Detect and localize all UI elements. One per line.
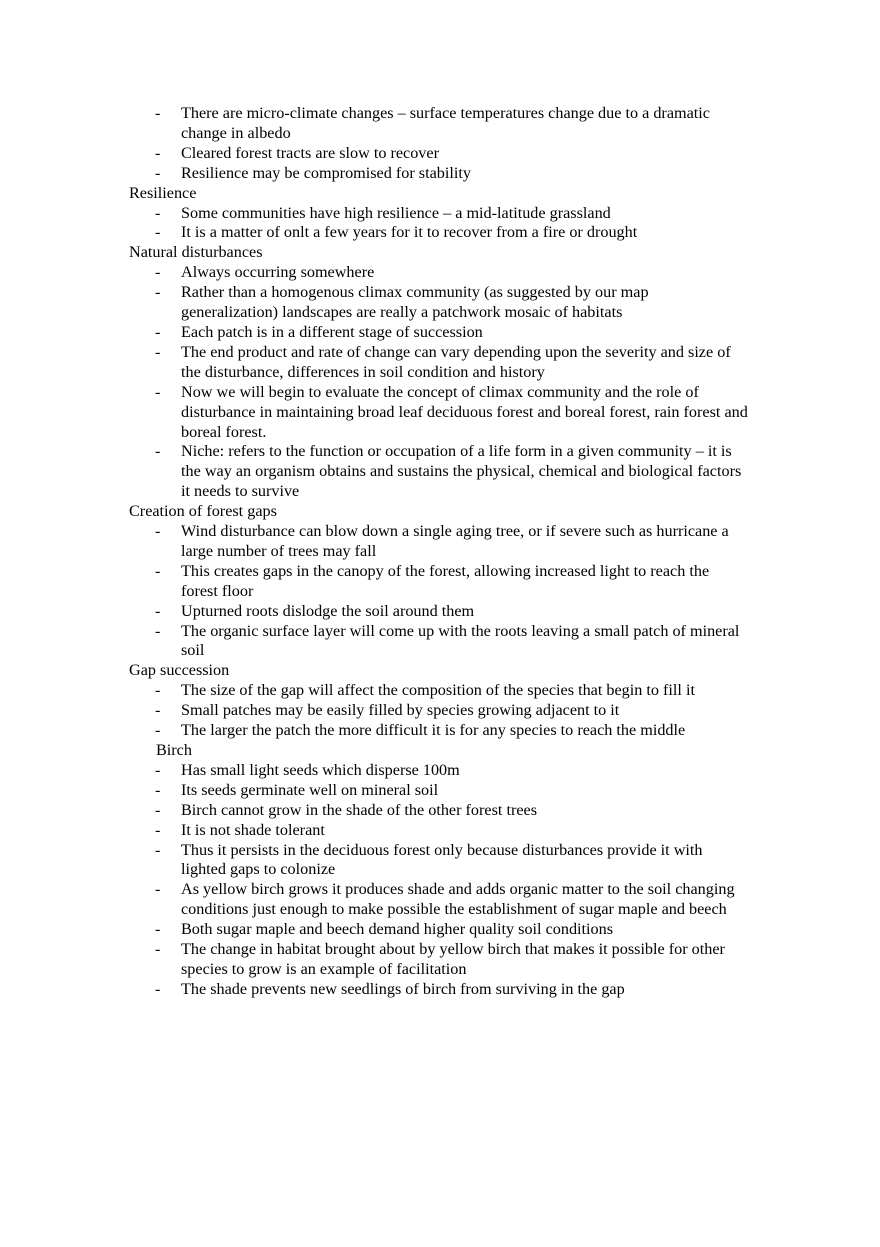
dash-bullet: -: [155, 104, 161, 122]
list-item-text: As yellow birch grows it produces shade and adds organic matter to the soil changing conditions just enough to make possible the establishment of sugar maple and beech: [181, 880, 735, 919]
dash-bullet: -: [155, 163, 161, 182]
dash-bullet: -: [155, 223, 161, 242]
list-item: [129, 681, 749, 701]
list-item: [129, 263, 749, 283]
list-item-text: Thus it persists in the deciduous forest only because disturbances provide it with lighted gaps to colonize: [181, 840, 703, 879]
list-item-text: Resilience may be compromised for stability: [181, 163, 471, 182]
list-item: [129, 562, 749, 602]
dash-bullet: -: [155, 342, 161, 361]
list-item-text: The shade prevents new seedlings of birch from surviving in the gap: [181, 979, 625, 998]
list-item-text: Some communities have high resilience – a mid-latitude grassland: [181, 203, 611, 222]
dash-bullet: -: [155, 940, 161, 959]
gap-succession-list: [129, 681, 769, 741]
dash-bullet: -: [155, 681, 161, 700]
dash-bullet: -: [155, 561, 161, 580]
dash-bullet: -: [155, 621, 161, 640]
list-item-text: The end product and rate of change can vary depending upon the severity and size of the disturbance, differences in soil condition and history: [181, 342, 731, 381]
list-item: [129, 622, 749, 662]
section-heading-forest-gaps: Creation of forest gaps: [129, 502, 277, 521]
list-item: [129, 223, 749, 243]
list-item-text: Niche: refers to the function or occupation of a life form in a given community – it is the way an organism obtains and sustains the physical, chemical and biological factors it needs to survive: [181, 442, 742, 501]
list-item: [129, 920, 749, 940]
list-item: [129, 701, 749, 721]
dash-bullet: -: [155, 522, 161, 541]
list-item: [129, 801, 749, 821]
list-item-text: Cleared forest tracts are slow to recover: [181, 143, 439, 162]
dash-bullet: -: [155, 979, 161, 998]
dash-bullet: -: [155, 382, 161, 401]
list-item: [129, 761, 749, 781]
dash-bullet: -: [155, 920, 161, 939]
dash-bullet: -: [155, 442, 161, 461]
list-item: [129, 980, 749, 1000]
list-item-text: It is not shade tolerant: [181, 820, 325, 839]
natural-disturbances-list: [129, 263, 769, 502]
list-item-text: Small patches may be easily filled by species growing adjacent to it: [181, 701, 620, 720]
document-body: [129, 104, 769, 1000]
section-heading-natural-disturbances: Natural disturbances: [129, 243, 263, 262]
list-item-text: Wind disturbance can blow down a single aging tree, or if severe such as hurricane a large number of trees may fall: [181, 522, 729, 560]
section-heading-gap-succession: Gap succession: [129, 661, 230, 680]
intro-list: [129, 104, 769, 184]
birch-list: [129, 761, 769, 1000]
list-item-text: The larger the patch the more difficult it is for any species to reach the middle: [181, 721, 686, 740]
list-item-text: It is a matter of onlt a few years for it to recover from a fire or drought: [181, 223, 638, 242]
list-item-text: Each patch is in a different stage of succession: [181, 322, 483, 341]
list-item-text: Rather than a homogenous climax community (as suggested by our map generalization) landscapes are really a patchwork mosaic of habitats: [181, 283, 649, 322]
list-item: [129, 821, 749, 841]
list-item: [129, 144, 749, 164]
list-item-text: Upturned roots dislodge the soil around them: [181, 601, 475, 620]
list-item-text: Its seeds germinate well on mineral soil: [181, 780, 439, 799]
dash-bullet: -: [155, 322, 161, 341]
list-item: [129, 522, 749, 562]
list-item-text: Has small light seeds which disperse 100m: [181, 760, 460, 779]
section-heading-resilience: Resilience: [129, 183, 197, 202]
list-item: [129, 781, 749, 801]
list-item: [129, 204, 749, 224]
list-item: [129, 721, 749, 741]
dash-bullet: -: [155, 800, 161, 819]
list-item: [129, 343, 749, 383]
list-item: [129, 104, 749, 144]
list-item: [129, 940, 749, 980]
dash-bullet: -: [155, 820, 161, 839]
list-item-text: Now we will begin to evaluate the concept of climax community and the role of disturbance in maintaining broad leaf deciduous forest and boreal forest, rain forest and boreal forest.: [181, 382, 748, 441]
list-item-text: This creates gaps in the canopy of the forest, allowing increased light to reach the forest floor: [181, 561, 710, 600]
list-item-text: The size of the gap will affect the composition of the species that begin to fill it: [181, 681, 695, 700]
list-item-text: Birch cannot grow in the shade of the other forest trees: [181, 800, 538, 819]
dash-bullet: -: [155, 203, 161, 222]
dash-bullet: -: [155, 721, 161, 740]
dash-bullet: -: [155, 880, 161, 899]
list-item: [129, 164, 749, 184]
list-item-text: There are micro-climate changes – surface temperatures change due to a dramatic change in albedo: [181, 104, 710, 142]
list-item-text: The change in habitat brought about by yellow birch that makes it possible for other species to grow is an example of facilitation: [181, 940, 725, 978]
list-item: [129, 880, 749, 920]
dash-bullet: -: [155, 780, 161, 799]
list-item: [129, 841, 749, 881]
list-item: [129, 383, 749, 443]
resilience-list: [129, 204, 769, 244]
list-item-text: The organic surface layer will come up with the roots leaving a small patch of mineral soil: [181, 621, 740, 660]
forest-gaps-list: [129, 522, 769, 661]
list-item-text: Both sugar maple and beech demand higher quality soil conditions: [181, 920, 614, 939]
dash-bullet: -: [155, 601, 161, 620]
dash-bullet: -: [155, 263, 161, 282]
dash-bullet: -: [155, 760, 161, 779]
list-item: [129, 323, 749, 343]
list-item: [129, 602, 749, 622]
list-item-text: Always occurring somewhere: [181, 263, 375, 282]
dash-bullet: -: [155, 840, 161, 859]
dash-bullet: -: [155, 701, 161, 720]
list-item: [129, 442, 749, 502]
dash-bullet: -: [155, 143, 161, 162]
subheading-birch: Birch: [156, 741, 192, 759]
dash-bullet: -: [155, 283, 161, 302]
list-item: [129, 283, 749, 323]
